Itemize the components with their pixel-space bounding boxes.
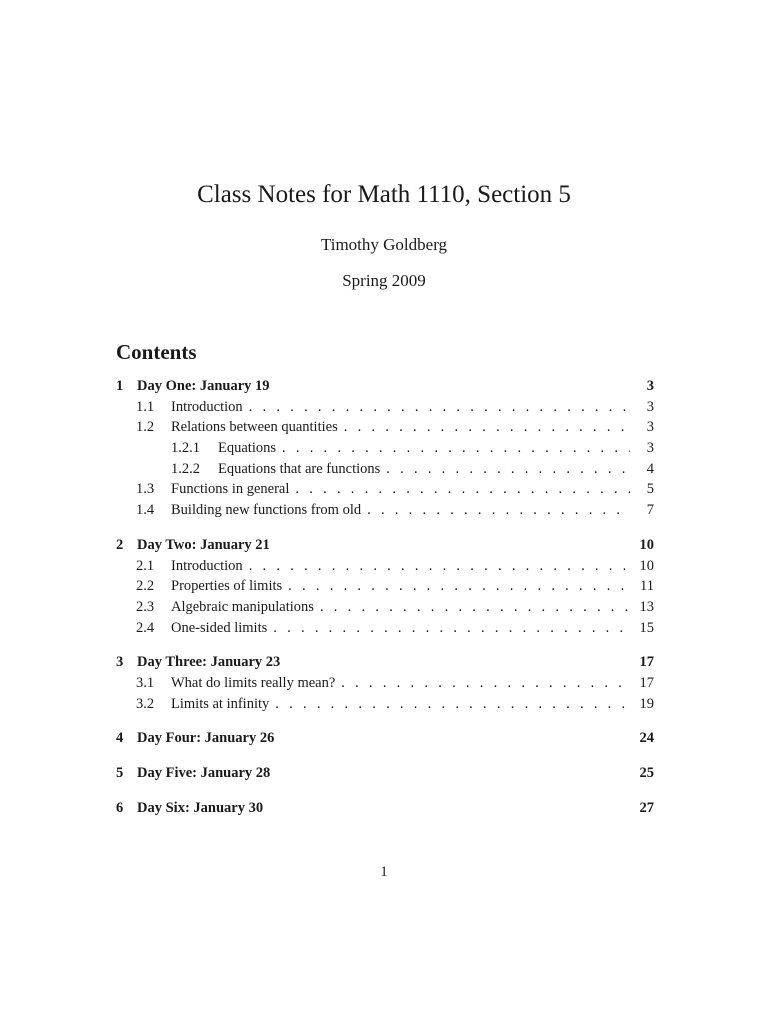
toc-title: Day Three: January 23 [137,654,281,671]
toc-number: 2 [116,536,124,553]
toc-section-6[interactable] [116,798,654,819]
toc-title: Functions in general [171,481,290,498]
toc-number: 1.4 [136,502,155,519]
toc-page: 27 [639,799,654,816]
toc-subsubsection-1-2-2[interactable] [116,459,654,480]
toc-number: 2.1 [136,557,155,574]
toc-subsection-3-2[interactable] [116,694,654,715]
toc-title: Day Four: January 26 [137,730,275,747]
toc-section-1[interactable] [116,376,654,397]
toc-page: 3 [646,440,654,457]
toc-leader-dots [361,500,630,521]
toc-number: 3.1 [136,674,155,691]
toc-leader-dots [267,618,630,639]
toc-page: 10 [639,557,654,574]
toc-leader-dots [380,459,630,480]
toc-number: 2.3 [136,598,155,615]
toc-leader-dots [243,556,630,577]
toc-title: Properties of limits [171,578,283,595]
toc-page: 25 [639,765,654,781]
toc-title: Day Five: January 28 [137,765,271,781]
toc-page: 15 [639,619,654,636]
toc-page: 10 [639,536,654,553]
toc-leader-dots [289,479,630,500]
toc-page: 4 [646,460,654,477]
toc-number: 2.4 [136,619,155,636]
toc-title: Relations between quantities [171,419,338,436]
toc-page: 3 [646,419,654,436]
toc-page: 19 [639,695,654,712]
toc-leader-dots [276,438,630,459]
toc-title: Introduction [171,557,243,574]
toc-page: 24 [639,730,654,747]
toc-leader-dots [269,694,630,715]
toc-subsubsection-1-2-1[interactable] [116,438,654,459]
toc-page: 3 [646,378,654,394]
toc-leader-dots [314,597,630,618]
toc-section-3[interactable] [116,652,654,673]
contents-heading: Contents [116,340,197,364]
toc-subsection-2-3[interactable] [116,597,654,618]
table-of-contents [116,376,654,818]
toc-title: Limits at infinity [171,695,270,712]
toc-subsection-1-3[interactable] [116,479,654,500]
toc-section-2[interactable] [116,535,654,556]
toc-subsection-2-4[interactable] [116,618,654,639]
author-name: Timothy Goldberg [320,235,448,254]
toc-number: 5 [116,765,124,781]
toc-page: 11 [640,578,654,595]
toc-number: 1.2.2 [171,460,200,477]
document-date: Spring 2009 [342,271,426,290]
toc-page: 7 [646,502,654,519]
document-title: Class Notes for Math 1110, Section 5 [197,181,571,208]
toc-title: Algebraic manipulations [171,598,314,615]
toc-subsection-2-2[interactable] [116,576,654,597]
toc-number: 6 [116,799,124,816]
toc-title: Day Two: January 21 [137,536,270,553]
toc-leader-dots [282,576,630,597]
toc-number: 2.2 [136,578,155,595]
toc-leader-dots [338,417,630,438]
toc-title: Day Six: January 30 [137,799,264,816]
toc-title: Building new functions from old [171,502,362,519]
toc-number: 3.2 [136,695,155,712]
toc-page: 17 [639,674,654,691]
toc-title: Equations [218,440,276,457]
toc-page: 5 [646,481,654,498]
toc-number: 1.3 [136,481,155,498]
page-number: 1 [380,864,388,880]
toc-title: Equations that are functions [218,460,381,477]
toc-page: 3 [646,398,654,415]
toc-page: 17 [639,654,654,671]
toc-subsection-3-1[interactable] [116,673,654,694]
toc-section-4[interactable] [116,728,654,749]
toc-title: One-sided limits [171,619,268,636]
toc-number: 4 [116,730,124,747]
toc-number: 1.1 [136,398,155,415]
toc-number: 1.2 [136,419,155,436]
toc-title: Introduction [171,398,243,415]
toc-subsection-2-1[interactable] [116,556,654,577]
toc-subsection-1-4[interactable] [116,500,654,521]
toc-number: 1.2.1 [171,440,200,457]
toc-number: 3 [116,654,124,671]
toc-subsection-1-1[interactable] [116,397,654,418]
toc-leader-dots [243,397,630,418]
toc-number: 1 [116,378,124,394]
toc-leader-dots [335,673,630,694]
toc-subsection-1-2[interactable] [116,417,654,438]
toc-section-5[interactable] [116,763,654,784]
toc-title: Day One: January 19 [137,378,270,394]
toc-page: 13 [639,598,654,615]
toc-title: What do limits really mean? [171,674,336,691]
